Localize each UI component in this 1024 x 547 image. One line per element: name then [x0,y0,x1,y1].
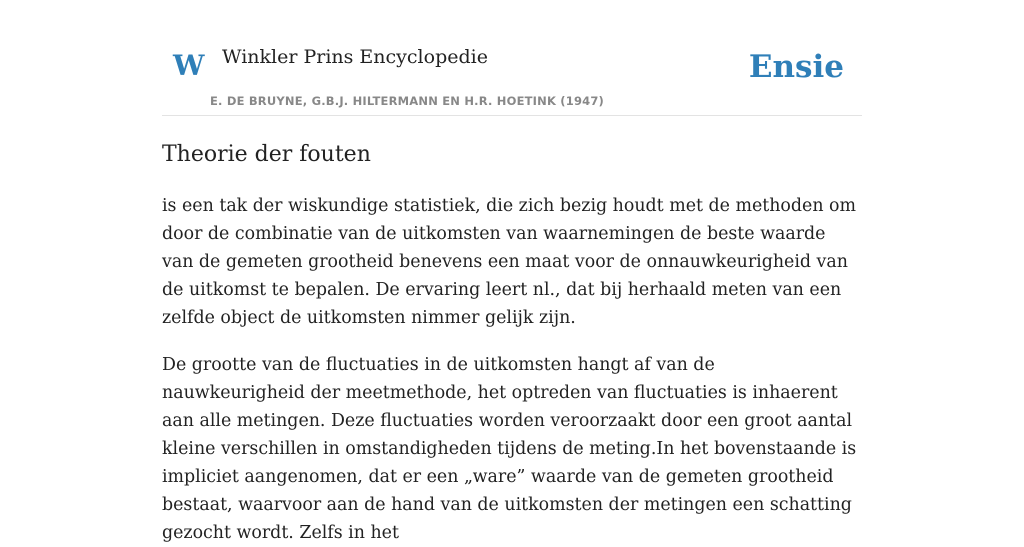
publication-authors: E. DE BRUYNE, G.B.J. HILTERMANN EN H.R. HOETINK (1947) [210,94,605,108]
article [162,136,862,547]
header [162,0,862,116]
publication-logo-icon[interactable]: W [173,49,205,82]
article-title: Theorie der fouten [162,142,371,167]
ensie-logo[interactable]: Ensie [748,49,844,85]
article-paragraph: De grootte van de fluctuaties in de uitkomsten hangt af van de nauwkeurigheid der meetmethode, het optreden van fluctuaties is inhaerent aan alle metingen. Deze fluctuaties worden veroorzaakt door een groot aantal kleine verschillen in omstandigheden tijdens de meting.In het bovenstaande is impliciet aangenomen, dat er een „ware” waarde van de gemeten grootheid bestaat, waarvoor aan de hand van de uitkomsten der metingen een schatting gezocht wordt. Zelfs in het [162,355,857,543]
article-paragraph: is een tak der wiskundige statistiek, die zich bezig houdt met de methoden om door de combinatie van de uitkomsten van waarnemingen de beste waarde van de gemeten grootheid benevens een maat voor de onnauwkeurigheid van de uitkomst te bepalen. De ervaring leert nl., dat bij herhaald meten van een zelfde object de uitkomsten nimmer gelijk zijn. [162,196,857,328]
publication-title[interactable]: Winkler Prins Encyclopedie [222,46,488,68]
